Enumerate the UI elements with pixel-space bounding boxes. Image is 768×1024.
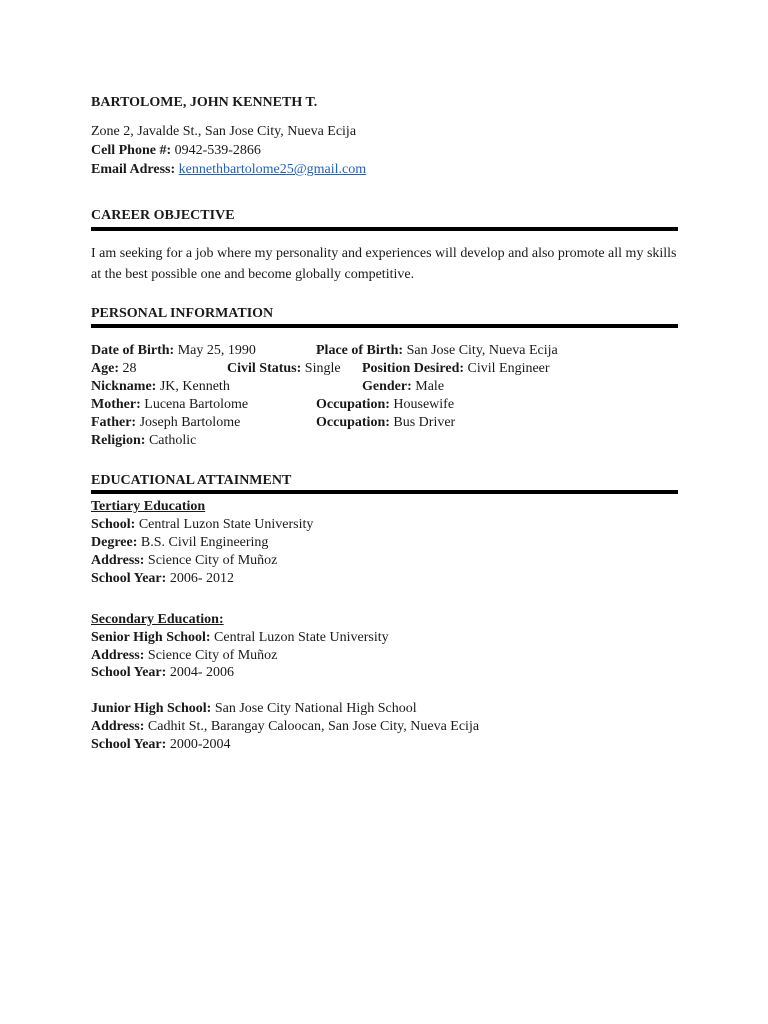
address-value: Zone 2, Javalde St., San Jose City, Nueva Ecija bbox=[91, 124, 357, 139]
email-label: Email Adress: bbox=[91, 162, 176, 177]
religion-value: Catholic bbox=[148, 433, 197, 448]
junior-high-year-value: 2000-2004 bbox=[169, 737, 231, 752]
education-heading: EDUCATIONAL ATTAINMENT bbox=[91, 473, 292, 488]
position-desired-field bbox=[362, 360, 550, 378]
email-link[interactable]: kennethbartolome25@gmail.com bbox=[178, 162, 367, 177]
father-occupation-value: Bus Driver bbox=[393, 415, 456, 430]
tertiary-year-value: 2006- 2012 bbox=[169, 571, 234, 586]
mother-label: Mother: bbox=[91, 397, 141, 412]
religion-field bbox=[91, 432, 196, 450]
mother-value: Lucena Bartolome bbox=[144, 397, 249, 412]
applicant-name: BARTOLOME, JOHN KENNETH T. bbox=[91, 95, 318, 110]
nickname-value: JK, Kenneth bbox=[159, 379, 230, 394]
senior-high-address-label: Address: bbox=[91, 648, 145, 663]
position-desired-value: Civil Engineer bbox=[467, 361, 550, 376]
personal-divider bbox=[91, 324, 678, 328]
email-line bbox=[91, 161, 366, 179]
personal-information-heading: PERSONAL INFORMATION bbox=[91, 306, 274, 321]
education-divider bbox=[91, 490, 678, 494]
junior-high-value: San Jose City National High School bbox=[214, 701, 417, 716]
senior-high-address-value: Science City of Muñoz bbox=[147, 648, 278, 663]
tertiary-school-label: School: bbox=[91, 517, 136, 532]
nickname-field bbox=[91, 378, 230, 396]
tertiary-degree-field bbox=[91, 534, 268, 552]
mother-occupation-field bbox=[316, 396, 454, 414]
pob-field bbox=[316, 342, 558, 360]
senior-high-year-label: School Year: bbox=[91, 665, 167, 680]
career-objective-text: I am seeking for a job where my personality and experiences will develop and also promote all my skills at the best possible one and become globally competitive. bbox=[91, 246, 677, 282]
father-occupation-field bbox=[316, 414, 455, 432]
tertiary-address-field bbox=[91, 552, 277, 570]
career-objective-heading: CAREER OBJECTIVE bbox=[91, 208, 235, 223]
age-label: Age: bbox=[91, 361, 119, 376]
nickname-label: Nickname: bbox=[91, 379, 157, 394]
age-field bbox=[91, 360, 137, 378]
civil-status-label: Civil Status: bbox=[227, 361, 302, 376]
tertiary-school-value: Central Luzon State University bbox=[138, 517, 314, 532]
junior-high-year-field bbox=[91, 736, 230, 754]
senior-high-year-field bbox=[91, 664, 234, 682]
tertiary-address-value: Science City of Muñoz bbox=[147, 553, 278, 568]
junior-high-address-value: Cadhit St., Barangay Caloocan, San Jose City, Nueva Ecija bbox=[147, 719, 480, 734]
age-value: 28 bbox=[122, 361, 137, 376]
tertiary-degree-value: B.S. Civil Engineering bbox=[140, 535, 269, 550]
father-value: Joseph Bartolome bbox=[139, 415, 241, 430]
dob-value: May 25, 1990 bbox=[177, 343, 256, 358]
pob-label: Place of Birth: bbox=[316, 343, 404, 358]
junior-high-address-label: Address: bbox=[91, 719, 145, 734]
junior-high-year-label: School Year: bbox=[91, 737, 167, 752]
dob-label: Date of Birth: bbox=[91, 343, 175, 358]
tertiary-school-field bbox=[91, 516, 313, 534]
religion-label: Religion: bbox=[91, 433, 146, 448]
phone-label: Cell Phone #: bbox=[91, 143, 172, 158]
phone-value: 0942-539-2866 bbox=[174, 143, 261, 158]
tertiary-degree-label: Degree: bbox=[91, 535, 138, 550]
senior-high-field bbox=[91, 629, 389, 647]
position-desired-label: Position Desired: bbox=[362, 361, 465, 376]
senior-high-address-field bbox=[91, 647, 277, 665]
gender-label: Gender: bbox=[362, 379, 412, 394]
tertiary-address-label: Address: bbox=[91, 553, 145, 568]
father-label: Father: bbox=[91, 415, 137, 430]
gender-field bbox=[362, 378, 444, 396]
tertiary-education-title: Tertiary Education bbox=[91, 499, 206, 514]
mother-occupation-value: Housewife bbox=[393, 397, 455, 412]
father-occupation-label: Occupation: bbox=[316, 415, 390, 430]
phone-line bbox=[91, 142, 261, 160]
secondary-education-title: Secondary Education: bbox=[91, 612, 224, 627]
pob-value: San Jose City, Nueva Ecija bbox=[406, 343, 558, 358]
mother-occupation-label: Occupation: bbox=[316, 397, 390, 412]
address-line bbox=[91, 123, 356, 141]
senior-high-year-value: 2004- 2006 bbox=[169, 665, 234, 680]
civil-status-field bbox=[227, 360, 341, 378]
father-field bbox=[91, 414, 240, 432]
mother-field bbox=[91, 396, 248, 414]
junior-high-label: Junior High School: bbox=[91, 701, 212, 716]
junior-high-field bbox=[91, 700, 417, 718]
senior-high-value: Central Luzon State University bbox=[214, 630, 389, 645]
civil-status-value: Single bbox=[304, 361, 341, 376]
senior-high-label: Senior High School: bbox=[91, 630, 211, 645]
gender-value: Male bbox=[415, 379, 445, 394]
tertiary-year-label: School Year: bbox=[91, 571, 167, 586]
tertiary-year-field bbox=[91, 570, 234, 588]
career-divider bbox=[91, 227, 678, 231]
junior-high-address-field bbox=[91, 718, 479, 736]
dob-field bbox=[91, 342, 256, 360]
